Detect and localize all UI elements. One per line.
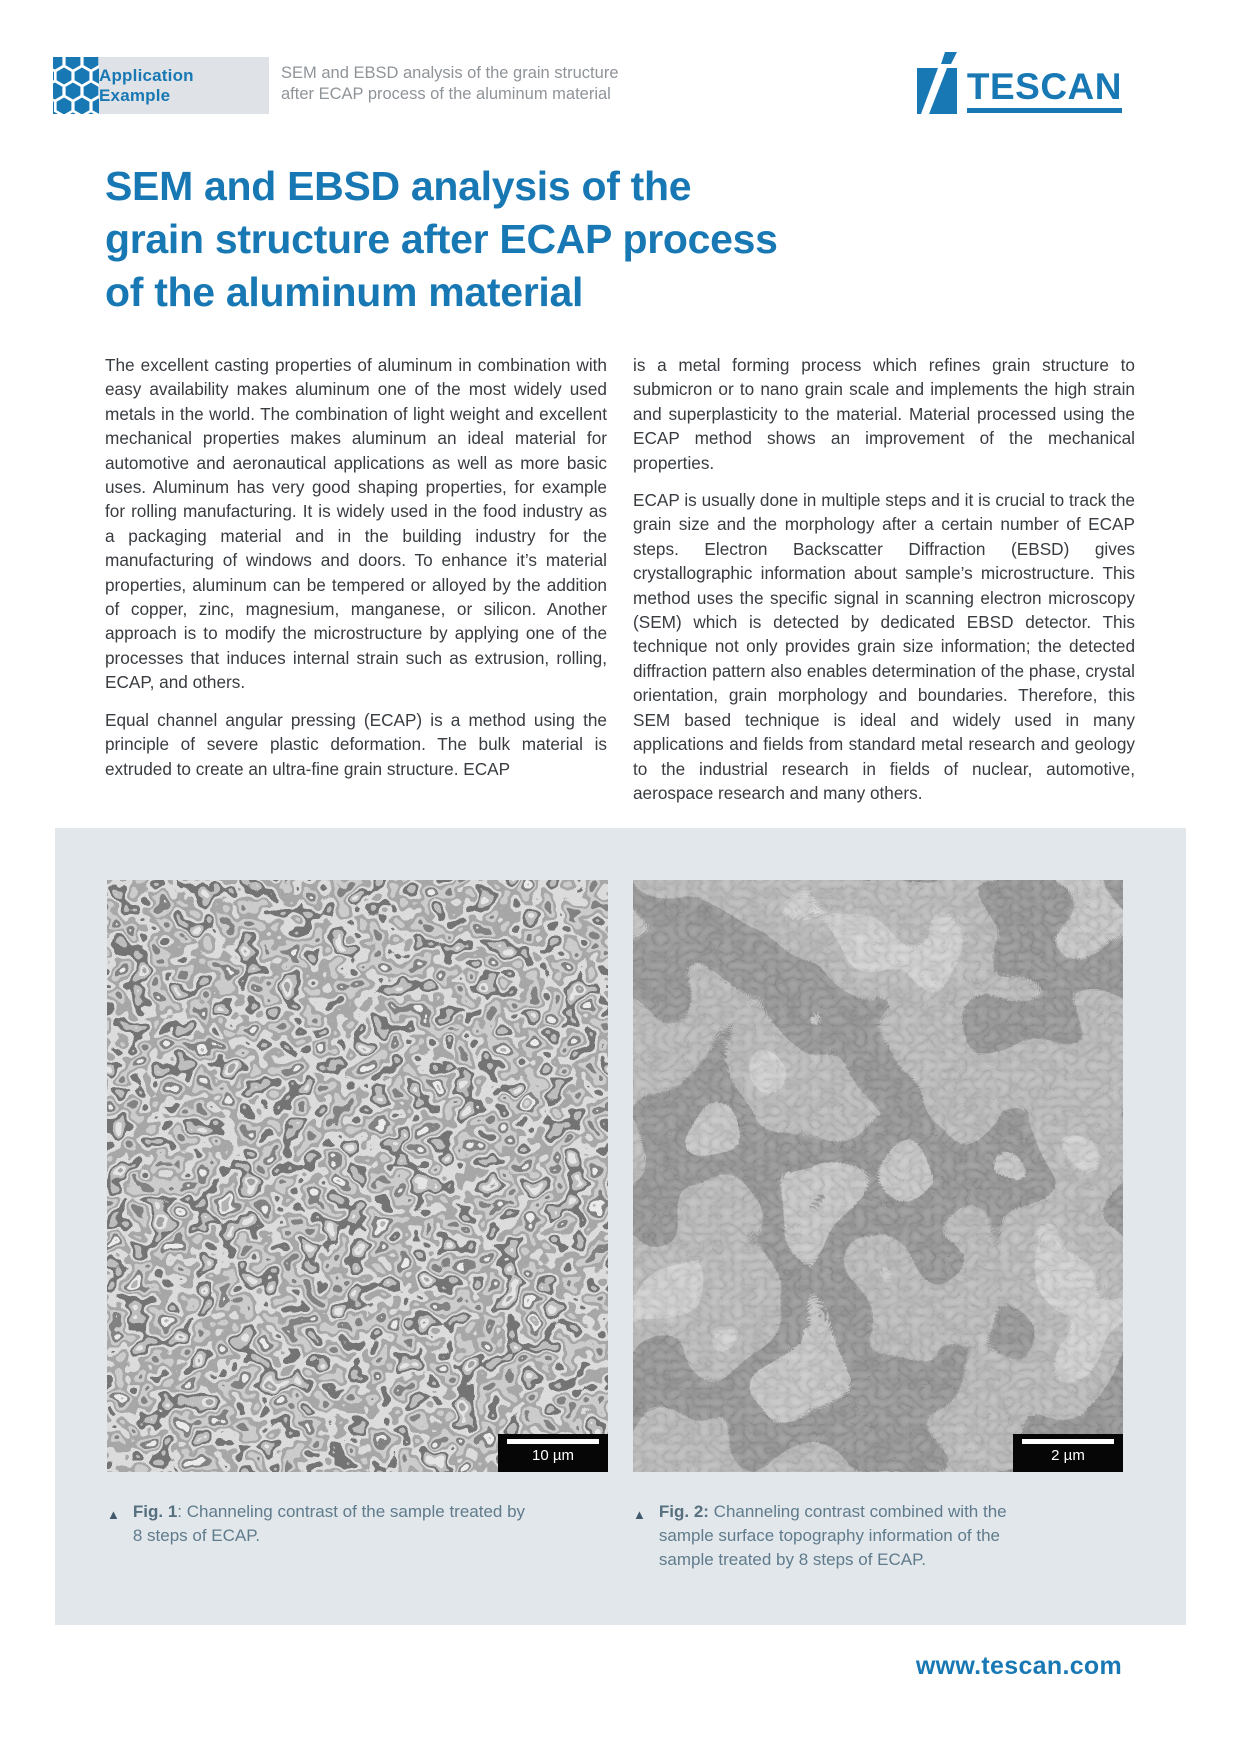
page-title-line3: of the aluminum material — [105, 269, 584, 315]
fig2-caption-text — [659, 1500, 1023, 1572]
fig1-caption-text — [133, 1500, 527, 1548]
header-subtitle-line2: after ECAP process of the aluminum material — [281, 85, 611, 103]
fig2-scalebar — [1013, 1434, 1123, 1472]
fig1-caption-label: Fig. 1 — [132, 1502, 178, 1521]
fig1-caption-body: : Channeling contrast of the sample treated by 8 steps of ECAP. — [132, 1502, 526, 1545]
website-link[interactable]: www.tescan.com — [915, 1652, 1122, 1680]
header-subtitle — [281, 63, 619, 105]
paragraph: The excellent casting properties of aluminum in combination with easy availability makes aluminum one of the most widely used metals in the world. The combination of light weight and excellent mechanical properties makes aluminum an ideal material for automotive and aeronautical applications as well as more basic uses. Aluminum has very good shaping properties, for example for rolling manufacturing. It is widely used in the food industry as a packaging material and in the building industry for the manufacturing of windows and doors. To enhance it’s material properties, aluminum can be tempered or alloyed by the addition of copper, zinc, magnesium, manganese, or silicon. Another approach is to modify the microstructure by applying one of the processes that induces internal strain such as extrusion, rolling, ECAP, and others. — [105, 355, 607, 693]
paragraph: Equal channel angular pressing (ECAP) is a method using the principle of severe plastic deformation. The bulk material is extruded to create an ultra-fine grain structure. ECAP — [105, 709, 607, 779]
scalebar-line — [507, 1439, 599, 1444]
triangle-marker-icon: ▲ — [633, 1507, 646, 1522]
fig2-caption — [633, 1500, 1023, 1572]
body-columns — [105, 353, 1135, 805]
paragraph: is a metal forming process which refines grain structure to submicron or to nano grain scale and implements the high strain and superplasticity to the material. Material processed using the ECAP method shows an improvement of the mechanical properties. — [633, 355, 1135, 473]
tescan-logo — [917, 52, 1122, 114]
page-title — [105, 160, 778, 319]
badge-label: Application Example — [99, 65, 194, 105]
left-column — [105, 353, 607, 805]
triangle-marker-icon: ▲ — [107, 1507, 120, 1522]
honeycomb-icon — [53, 57, 99, 114]
header-subtitle-line1: SEM and EBSD analysis of the grain structure — [281, 64, 619, 82]
fig1-scalebar — [498, 1434, 608, 1472]
fig1-caption — [107, 1500, 527, 1548]
scalebar-label: 2 µm — [1051, 1447, 1085, 1464]
fig2-micrograph — [633, 880, 1123, 1472]
right-column — [633, 353, 1135, 805]
fig1-sem-image — [107, 880, 608, 1472]
scalebar-label: 10 µm — [532, 1447, 574, 1464]
fig2-sem-image — [633, 880, 1123, 1472]
figure-panel — [55, 828, 1186, 1625]
tescan-wordmark: TESCAN — [967, 68, 1122, 113]
application-example-badge — [99, 57, 269, 114]
page-title-line1: SEM and EBSD analysis of the — [105, 163, 692, 209]
paragraph: ECAP is usually done in multiple steps and it is crucial to track the grain size and the morphology after a certain number of ECAP steps. Electron Backscatter Diffraction (EBSD) gives crystallographic information about sample’s microstructure. This method uses the specific signal in scanning electron microscopy (SEM) which is detected by dedicated EBSD detector. This technique not only provides grain size information; the detected diffraction pattern also enables determination of the phase, crystal orientation, grain morphology and boundaries. Therefore, this SEM based technique is ideal and widely used in many applications and fields from standard metal research and geology to the industrial research in fields of nuclear, automotive, aerospace research and many others. — [633, 490, 1135, 803]
fig2-caption-body: Channeling contrast combined with the sample surface topography information of the sample treated by 8 steps of ECAP. — [658, 1502, 1007, 1569]
fig1-micrograph — [107, 880, 608, 1472]
scalebar-line — [1022, 1439, 1114, 1444]
page-title-line2: grain structure after ECAP process — [105, 216, 778, 262]
fig2-caption-label: Fig. 2: — [658, 1502, 709, 1521]
tescan-logo-mark-icon — [917, 52, 959, 114]
